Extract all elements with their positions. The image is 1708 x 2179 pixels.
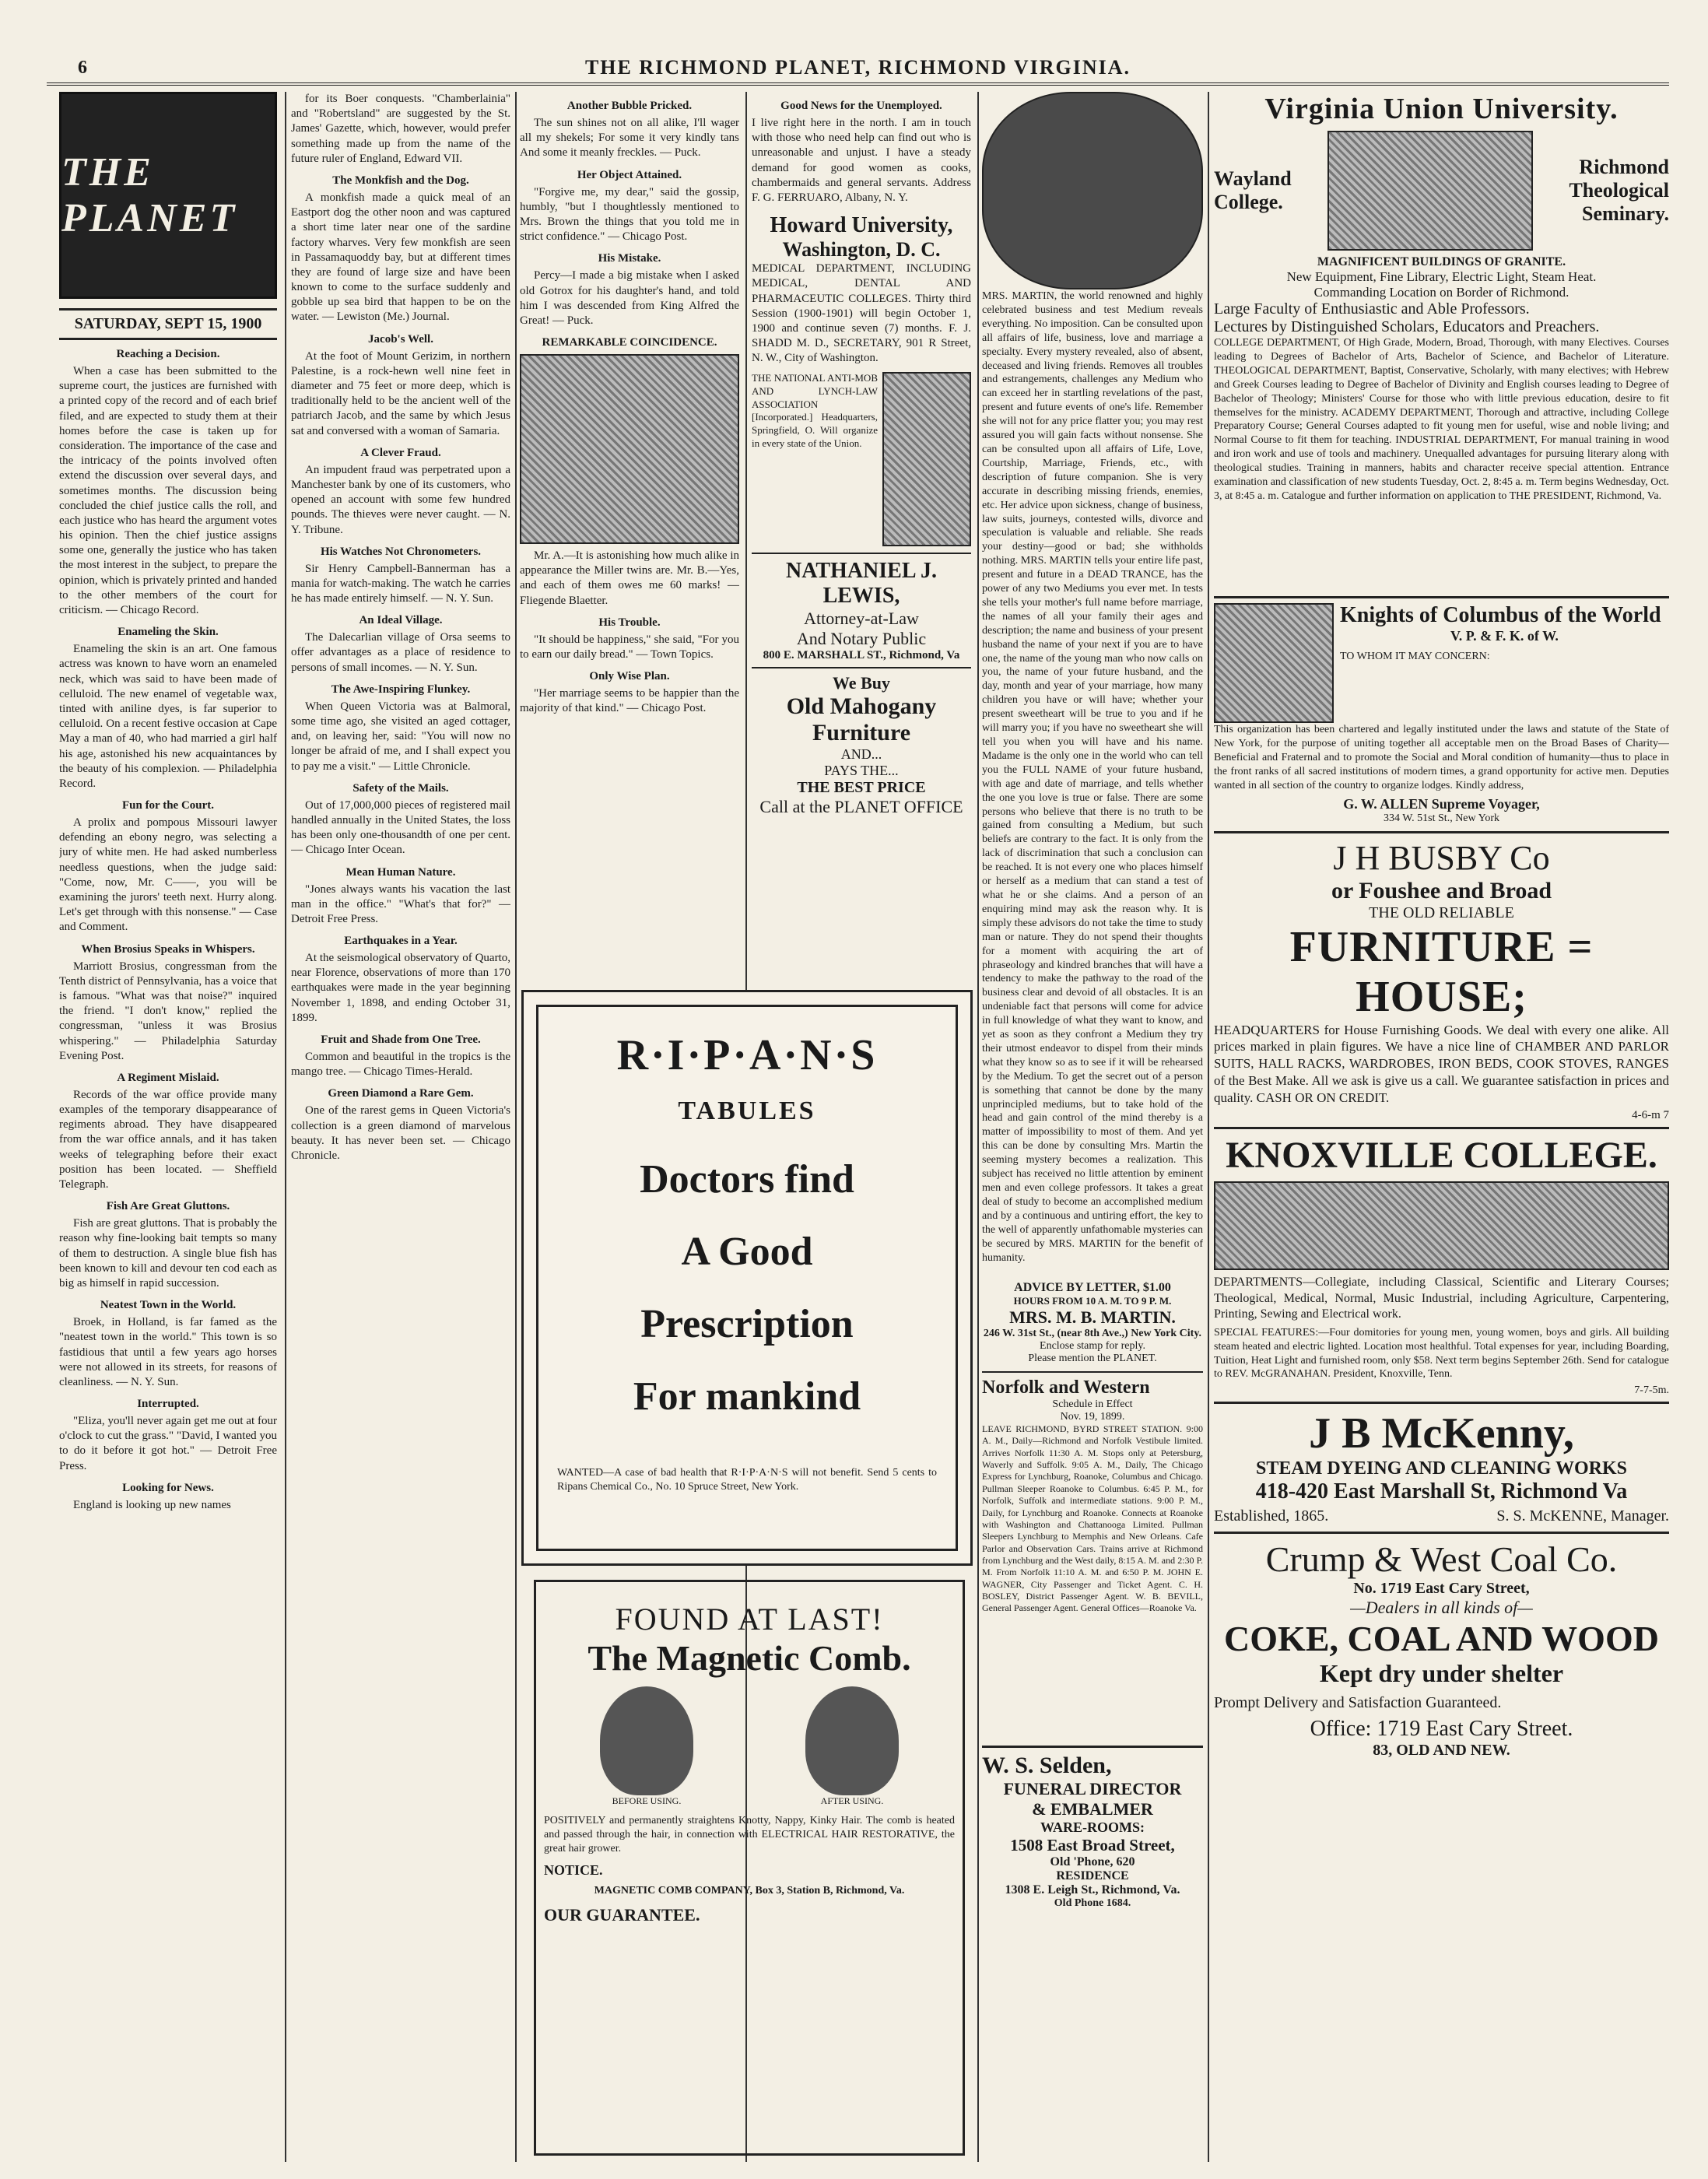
advice-address: 246 W. 31st St., (near 8th Ave.,) New York City. — [983, 1328, 1202, 1339]
article-heading: Only Wise Plan. — [589, 670, 670, 683]
mckenny-established: Established, 1865. — [1214, 1507, 1329, 1525]
article-heading: Reaching a Decision. — [116, 348, 220, 360]
selden-res-phone: Old Phone 1684. — [1054, 1897, 1131, 1909]
article-body: Sir Henry Campbell-Bannerman has a mania for watch-making. The watch he carries he has made entirely himself. — N. Y. Sun. — [291, 562, 510, 605]
column-2 — [291, 92, 510, 2162]
vu-left-2: College. — [1214, 191, 1283, 213]
article-body: Marriott Brosius, congressman from the Tenth district of Pennsylvania, has a voice that is famous. "What was that noise?" inquired the friend. "I don't know," replied the congressman, "unless it was Brosius whispering." — Philadelphia Saturday Evening Post. — [59, 960, 277, 1062]
article-body: One of the rarest gems in Queen Victoria's collection is a green diamond of marvelous beauty. It has never been set. — Chicago Chronicle. — [291, 1104, 510, 1162]
article-body: Fish are great gluttons. That is probably the reason why fine-looking bait tempts so many of them to destruction. A single blue fish has been known to kill and devour ten cod each as big as himself in rapid succession. — [59, 1217, 277, 1290]
article-body: Records of the war office provide many examples of the temporary disappearance of regiments abroad. They have disappeared from the war office annals, and it has taken weeks of telegraphing before their exact position has been located. — Sheffield Telegraph. — [59, 1088, 277, 1191]
vu-right-3: Seminary. — [1582, 202, 1669, 225]
howard-body: MEDICAL DEPARTMENT, INCLUDING MEDICAL, DENTAL AND PHARMACEUTIC COLLEGES. Thirty third Session (1900-1901) will begin October 1, 1900 and continue seven (7) months. F. J. SHADD M. D., SECRETARY, 901 R Street, N. W., City of Washington. — [752, 262, 971, 365]
article-heading: Fun for the Court. — [121, 799, 215, 812]
selden-phone: Old 'Phone, 620 — [1050, 1855, 1135, 1868]
article-heading: His Mistake. — [598, 252, 661, 265]
article-heading: His Watches Not Chronometers. — [320, 545, 482, 558]
crump-dealers: —Dealers in all kinds of— — [1350, 1598, 1533, 1618]
busby-code: 4-6-m 7 — [1632, 1109, 1669, 1122]
article-body: When a case has been submitted to the supreme court, the justices are furnished with a printed copy of the record and of each brief filed, and are expected to study them at their homes before the case is taken up for consideration. The importance of the case and the intricacy of the points involved often extend the discussion over several days, and sometimes months. The discussion being concluded the chief justice calls the roll, and each justice who has heard the argument votes his opinion. Then the chief justice assigns some one, generally the justice who has taken the most interest in the subject, to prepare the opinion, which is privately printed and handed to the other members of the court for criticism. — Chicago Record. — [59, 365, 277, 616]
knox-title: KNOXVILLE COLLEGE. — [1226, 1135, 1657, 1177]
busby-tagline: THE OLD RELIABLE — [1369, 904, 1514, 921]
ripans-brand: R·I·P·A·N·S — [616, 1031, 878, 1079]
article-heading: Jacob's Well. — [368, 332, 433, 346]
selden-name: W. S. Selden, — [982, 1753, 1112, 1778]
vu-right-2: Theological — [1569, 179, 1669, 202]
vu-left-1: Wayland — [1214, 167, 1292, 190]
article-heading: Neatest Town in the World. — [100, 1299, 237, 1312]
nw-railway-title: Norfolk and Western — [982, 1377, 1150, 1398]
before-after-faces — [544, 1688, 955, 1805]
mckenny-line-2: STEAM DYEING AND CLEANING WORKS — [1256, 1458, 1627, 1479]
ripans-tabules: TABULES — [678, 1097, 816, 1125]
vu-line-3: Commanding Location on Border of Richmond. — [1313, 285, 1569, 300]
after-label: AFTER USING. — [820, 1795, 884, 1806]
selden-warerooms: WARE-ROOMS: — [1040, 1819, 1145, 1835]
kc-signature: G. W. ALLEN Supreme Voyager, — [1343, 795, 1540, 812]
kc-title: Knights of Columbus of the World — [1340, 603, 1661, 627]
crump-phone: 83, OLD AND NEW. — [1373, 1742, 1510, 1760]
vu-line-5: Lectures by Distinguished Scholars, Educators and Preachers. — [1214, 318, 1600, 335]
article-heading: Fish Are Great Gluttons. — [106, 1200, 230, 1213]
articles-column-1 — [59, 348, 277, 1513]
mahogany-l3: AND... — [840, 746, 882, 763]
knox-building-illustration — [1214, 1181, 1669, 1270]
ripans-note: WANTED—A case of bad health that R·I·P·A·N·S will not benefit. Send 5 cents to Ripans Chemical Co., No. 10 Spruce Street, New York. — [557, 1467, 937, 1493]
article-heading: REMARKABLE COINCIDENCE. — [542, 336, 717, 349]
vu-line-2: New Equipment, Fine Library, Electric Light, Steam Heat. — [1286, 269, 1597, 284]
article-body: The sun shines not on all alike, I'll wager all my shekels; For some it very kindly tans And some it meanly freckles. — Puck. — [520, 117, 739, 160]
vu-title: Virginia Union University. — [1264, 93, 1619, 125]
article-heading: Mean Human Nature. — [345, 865, 456, 879]
magnetic-comb-ad — [534, 1580, 965, 2156]
article-heading: His Trouble. — [598, 616, 661, 629]
crump-coke-coal-wood: COKE, COAL AND WOOD — [1224, 1619, 1659, 1659]
articles-column-2 — [291, 92, 510, 1163]
article-body: The Dalecarlian village of Orsa seems to offer advantages as a place of residence to persons of small incomes. — N. Y. Sun. — [291, 631, 510, 674]
article-body: Common and beautiful in the tropics is the mango tree. — Chicago Times-Herald. — [291, 1051, 510, 1079]
article-body: for its Boer conquests. "Chamberlainia" and "Robertsland" are suggested by the St. James' Gazette, which, however, would prefer something made up from the name of the future ruler of England, Edward VII. — [291, 93, 510, 165]
article-heading: A Clever Fraud. — [360, 446, 441, 459]
column-5 — [982, 92, 1203, 2162]
article-body: A prolix and pompous Missouri lawyer defending an ebony negro, was selecting a jury of white men. He had asked numberless needless questions, when the judge said: "Come, now, Mr. C——, you will be examining the jurors' teeth next. Hurry along. Let's get through with this nonsense." — Case and Comment. — [59, 816, 277, 934]
before-label: BEFORE USING. — [612, 1795, 682, 1806]
advice-mention: Please mention the PLANET. — [1028, 1353, 1157, 1364]
comb-title-2: The Magnetic Comb. — [587, 1638, 911, 1678]
after-face-image — [805, 1686, 899, 1795]
mahogany-l5: THE BEST PRICE — [797, 779, 926, 797]
ripans-line-2: Doctors find — [640, 1157, 854, 1202]
article-body: Percy—I made a big mistake when I asked old Gotrox for his daughter's hand, and told him I was descended from King Alfred the Great! — Puck. — [520, 269, 739, 327]
advice-price: ADVICE BY LETTER, $1.00 — [1014, 1281, 1171, 1294]
mckenny-name: J B McKenny, — [1309, 1409, 1574, 1458]
article-body: "Her marriage seems to be happier than the majority of that kind." — Chicago Post. — [520, 687, 739, 715]
article-heading: The Monkfish and the Dog. — [332, 174, 469, 187]
article-heading: The Awe-Inspiring Flunkey. — [331, 682, 471, 696]
article-heading: Interrupted. — [137, 1398, 199, 1411]
article-heading: Enameling the Skin. — [117, 626, 219, 639]
article-body: "Jones always wants his vacation the last man in the office." "What's that for?" — Detroit Free Press. — [291, 882, 510, 925]
vu-line-4: Large Faculty of Enthusiastic and Able Professors. — [1214, 300, 1530, 318]
kc-body: This organization has been chartered and legally instituted under the laws and statute of the State of New York, for the purpose of uniting together all acceptable men on the Broad Bases of Charity—Beneficial and Fraternal and to promote the Social and Moral condition of humanity—thus to place in the front ranks of all sacred institutions of modern times, a grand opportunity for active men. Deputies wanted in all section of the country to organize lodges. Kindly address, — [1214, 724, 1669, 791]
crump-shelter: Kept dry under shelter — [1319, 1659, 1564, 1688]
column-rule — [515, 92, 517, 2162]
busby-body: HEADQUARTERS for House Furnishing Goods. We deal with every one alike. All prices marked in plain figures. We have a nice line of CHAMBER AND PARLOR SUITS, HALL RACKS, WARDROBES, IRON BEDS, COOK STOVES, RANGES of the Best Make. All we ask is give us a call. We guarantee satisfaction in prices and quality. CASH OR ON CREDIT. — [1214, 1022, 1669, 1105]
mahogany-l2: Old Mahogany Furniture — [786, 693, 937, 746]
article-heading: An Ideal Village. — [359, 614, 443, 627]
kc-emblem-illustration — [1214, 603, 1334, 723]
column-rule — [977, 92, 979, 2162]
newspaper-title: THE RICHMOND PLANET, RICHMOND VIRGINIA. — [584, 56, 1131, 79]
howard-title: Howard University, — [770, 213, 953, 238]
page-number: 6 — [78, 58, 87, 78]
vu-right-1: Richmond — [1579, 156, 1669, 178]
ripans-line-4: Prescription — [640, 1302, 854, 1346]
comb-company: MAGNETIC COMB COMPANY, Box 3, Station B, Richmond, Va. — [594, 1884, 905, 1897]
article-heading: A Regiment Mislaid. — [117, 1071, 219, 1084]
lewis-name: NATHANIEL J. LEWIS, — [786, 559, 937, 609]
article-body: Enameling the skin is an art. One famous actress was known to have worn an enameled neck, which was said to have been made of celluloid. The new enamel of vegetable wax, tinted with aniline dyes, is far superior to celluloid. On a recent festive occasion at Cape May a man of 40, who had married a girl half his age, astonished his new acquaintances by the beauty of his complexion. — Philadelphia Record. — [59, 643, 277, 790]
article-heading: Her Object Attained. — [577, 168, 682, 181]
good-news-head: Good News for the Unemployed. — [780, 100, 942, 112]
ripans-ad — [521, 990, 973, 1566]
lewis-address: 800 E. MARSHALL ST., Richmond, Va — [763, 649, 960, 662]
advice-name: MRS. M. B. MARTIN. — [1009, 1307, 1176, 1327]
article-body: "It should be happiness," she said, "For you to earn our daily bread." — Town Topics. — [520, 633, 739, 661]
column-6 — [1214, 92, 1669, 2162]
advice-hours: HOURS FROM 10 A. M. TO 9 P. M. — [1013, 1295, 1172, 1307]
article-body: An impudent fraud was perpetrated upon a Manchester bank by one of its customers, who opened an account with some few hundred pounds. The thieves were never caught. — N. Y. Tribune. — [291, 463, 510, 536]
lynch-law-text: THE NATIONAL ANTI-MOB AND LYNCH-LAW ASSOCIATION [Incorporated.] Headquarters, Springfield, O. Will organize in every state of the Union. — [752, 372, 878, 449]
column-rule — [1208, 92, 1209, 2162]
mahogany-l1: We Buy — [833, 673, 890, 693]
kc-subtitle: V. P. & F. K. of W. — [1450, 628, 1559, 644]
article-body: When Queen Victoria was at Balmoral, some time ago, she visited an aged cottager, and, on leaving her, said: "You will now no longer be afraid of me, and I shall expect you to pay me a visit." — Little Chronicle. — [291, 700, 510, 773]
comb-notice: NOTICE. — [544, 1861, 603, 1878]
kc-address: 334 W. 51st St., New York — [1384, 812, 1499, 824]
article-body: Broek, in Holland, is far famed as the "neatest town in the world." This town is so fastidious that until a few years ago horses were not allowed in its streets, for reasons of cleanliness. — N. Y. Sun. — [59, 1316, 277, 1388]
article-body: England is looking up new names — [73, 1498, 231, 1511]
selden-role: FUNERAL DIRECTOR — [1003, 1779, 1182, 1798]
article-heading: Safety of the Mails. — [352, 781, 449, 795]
selden-residence: RESIDENCE — [1056, 1869, 1129, 1883]
article-body: Mr. A.—It is astonishing how much alike in appearance the Miller twins are. Mr. B.—Yes, and each of them owes me 60 marks! — Fliegende Blaetter. — [520, 549, 739, 607]
selden-addr: 1508 East Broad Street, — [1010, 1836, 1175, 1854]
selden-res-addr: 1308 E. Leigh St., Richmond, Va. — [1005, 1883, 1180, 1897]
busby-location: or Foushee and Broad — [1331, 877, 1552, 904]
article-heading: When Brosius Speaks in Whispers. — [81, 942, 255, 956]
knox-code: 7-7-5m. — [1634, 1384, 1669, 1397]
article-heading: Another Bubble Pricked. — [566, 100, 693, 112]
vu-building-illustration — [1327, 131, 1533, 251]
column-rule — [285, 92, 286, 2162]
advice-stamp: Enclose stamp for reply. — [1040, 1340, 1145, 1352]
ripans-line-5: For mankind — [633, 1374, 861, 1419]
crump-delivery: Prompt Delivery and Satisfaction Guaranteed. — [1214, 1694, 1502, 1712]
article-body: A monkfish made a quick meal of an Eastport dog the other noon and was captured a short time later near one of the sardine factory wharves. Very few monkfish are seen in Passamaquoddy bay, but at different times they are found of large size and have been known to come to the surface suddenly and gobble up sea bird that happen to be on the water. — Lewiston (Me.) Journal. — [291, 191, 510, 324]
crump-name: Crump & West Coal Co. — [1265, 1539, 1618, 1580]
masthead-logo: THE PLANET — [59, 92, 277, 299]
comb-guarantee: OUR GUARANTEE. — [544, 1904, 700, 1925]
knox-body: DEPARTMENTS—Collegiate, including Classical, Scientific and Literary Courses; Theological, Medical, Normal, Music Industrial, including Agriculture, Carpentering, Printing, Sewing and Electrical work. — [1214, 1275, 1669, 1321]
good-news-body: I live right here in the north. I am in touch with those who need help can find out who is unreasonable and unjust. I have a steady demand for good women as cooks, chambermaids and general servants. Address F. G. FERRUARO, Albany, N. Y. — [752, 117, 971, 204]
mrs-martin-text: MRS. MARTIN, the world renowned and highly celebrated business and test Medium reveals everything. No imposition. Can be consulted upon all affairs of life, business, love and marriage a specialty. Every mystery revealed, also of absent, deceased and living friends. Removes all troubles and estrangements, challenges any Medium who can exceed her in startling revelations of the past, present and future events of one's life. Remember she will not for any price flatter you; you may rest assured you will gain facts without nonsense. She can be consulted upon all affairs of Life, Love, Courtship, Marriage, Friends, etc., with description of future companion. She is very accurate in describing missing friends, enemies, etc. Her advice upon sickness, change of business, law suits, journeys, contested wills, divorce and speculation is valuable and reliable. She reads your destiny—good or bad; she withholds nothing. MRS. MARTIN tells your entire life past, present and future in a DEAD TRANCE, has the power of any two Mediums you ever met. In tests she tells your mother's full name before marriage, the names of all your family their ages and description; the name and business of your present husband the name of your next if you are to have one, the name of the young man who now calls on you, the name of your future husband, and the day, month and year of your marriage, how many children you have or will have; whether your present sweetheart will be true to you and if he will marry you; if you have no sweetheart she will tell you when you will have and his name. Madame is the only one in the world who can tell you the FULL NAME of your future husband, with age and date of marriage, and tells whether the one you love is true or false. There are some persons who believe that there is no truth to be gained from consulting a Medium, but such beliefs are contrary to the fact. It is only from the lack of discrimination that such a conclusion can be reached. It is not every one who places himself or herself as a medium that can stand a test of what he or she claims. And a person of an enquiring mind may ask the reason why. It is simply these advisors do not take the time to study man or nature. They do not spend their thoughts for a moment with acquiring the art of phraseology and kindred branches that will have a tendency to make the pathway to the road of the business clear and devoid of all obstacles. It is an undeniable fact that persons will come for advice in full knowledge of what they want to know, and yet as soon as they confront a Medium they try their utmost endeavor to dispel from their minds what they know so as to see if it will be rehearsed by the Medium. To get the secret out of a person is something that cannot be done by the many unprincipled mediums, but to take hold of the head and gain control of the mind thereby is a matter of impossibility to most of them. And yet this can be done by consulting Mrs. Martin the seeming mystery becomes a realization. This subject has received no little attention by eminent men and even college professors. It takes a great deal of study to become an accomplished medium and by a continuous and untiring effort, the key to the well of apparently unfathomable mysteries can be secured by MRS. MARTIN for the benefit of humanity. — [982, 290, 1203, 1264]
nw-schedule-body: LEAVE RICHMOND, BYRD STREET STATION. 9:00 A. M., Daily—Richmond and Norfolk Vestibule limited. Arrives Norfolk 11:30 A. M. Stops only at Petersburg, Waverly and Suffolk. 9:05 A. M., Daily, The Chicago Express for Lynchburg, Roanoke, Columbus and Chicago. Pullman Sleeper Roanoke to Columbus. 6:45 P. M., for Norfolk, Suffolk and intermediate stations. 9:00 P. M., Daily, for Lynchburg and Roanoke. Connects at Roanoke with Washington and Chattanooga Limited. Pullman Sleepers Lynchburg to Memphis and New Orleans. Cafe Parlor and Observation Cars. Trains arrive at Richmond from Lynchburg and the West daily, 8:15 A. M. and 2:30 P. M. From Norfolk 11:10 A. M. and 6:50 P. M. JOHN E. WAGNER, City Passenger and Ticket Agent. C. H. BOSLEY, District Passenger Agent. W. B. BEVILL, General Passenger Agent. General Offices—Roanoke Va. — [982, 1423, 1203, 1614]
vu-body: COLLEGE DEPARTMENT, Of High Grade, Modern, Broad, Thorough, with many Electives. Courses leading to Degrees of Bachelor of Arts, Bachelor of Science, and Bachelor of Literature. THEOLOGICAL DEPARTMENT, Baptist, Conservative, Scholarly, with many electives; with Hebrew and Greek Courses leading to Degree of Bachelor of Divinity and English courses leading to Degree of Bachelor of Theology; Ministers' Course for those who with little previous education, desire to fit themselves for the ministry. ACADEMY DEPARTMENT, Thorough and attractive, including College Preparatory Course; General Courses adapted to fit young men for useful, wise and noble living; and Normal Course to fit them for teaching. INDUSTRIAL DEPARTMENT, For manual training in wood and iron work and use of tools and machinery. Unequalled advantages for pursuing literary along with theological studies. Training in manners, habits and character receive special attention. Entrance examination and classification of new students Tuesday, Oct. 2, 8:45 a. m. Term begins Wednesday, Oct. 3, at 8:45 a. m. Catalogue and further information on application to THE PRESIDENT, Richmond, Va. — [1214, 337, 1669, 502]
nw-date: Nov. 19, 1899. — [1060, 1411, 1125, 1423]
issue-date: SATURDAY, SEPT 15, 1900 — [59, 308, 277, 340]
crump-address: No. 1719 East Cary Street, — [1353, 1580, 1530, 1598]
article-heading: Green Diamond a Rare Gem. — [328, 1087, 474, 1100]
article-body: "Forgive me, my dear," said the gossip, humbly, "but I thoughtlessly mentioned to Mrs. Brown the things that you told me in strict confidence." — Chicago Post. — [520, 185, 739, 244]
column-3-text — [520, 92, 739, 987]
kc-to: TO WHOM IT MAY CONCERN: — [1340, 651, 1490, 662]
nw-schedule: Schedule in Effect — [1052, 1398, 1133, 1410]
selden-role-2: & EMBALMER — [1032, 1799, 1153, 1819]
comb-title-1: FOUND AT LAST! — [615, 1602, 884, 1637]
article-body: Out of 17,000,000 pieces of registered mail handled annually in the United States, the loss has been only one-thousandth of one per cent. — Chicago Inter Ocean. — [291, 798, 510, 857]
article-body: "Eliza, you'll never again get me out at four o'clock to cut the grass." "David, I wanted you to do it before it got hot." — Detroit Free Press. — [59, 1415, 277, 1472]
article-body: At the foot of Mount Gerizim, in northern Palestine, is a rock-hewn well nine feet in diameter and 75 feet or more deep, which is traditionally held to be the ancient well of the patriarch Jacob, and the same by which Jesus sat and conversed with a woman of Samaria. — [291, 349, 510, 437]
mahogany-l4: PAYS THE... — [824, 763, 899, 779]
lewis-role-2: And Notary Public — [796, 629, 927, 649]
howard-city: Washington, D. C. — [782, 238, 941, 261]
mckenny-manager: S. S. McKENNE, Manager. — [1496, 1507, 1669, 1525]
column-4-top — [752, 92, 971, 987]
ripans-line-3: A Good — [681, 1230, 813, 1274]
busby-name: J H BUSBY Co — [1333, 838, 1550, 877]
busby-furniture-house: FURNITURE = HOUSE; — [1289, 922, 1594, 1021]
before-face-image — [600, 1686, 693, 1795]
lewis-role: Attorney-at-Law — [804, 609, 919, 629]
article-heading: Looking for News. — [122, 1481, 214, 1494]
knox-body-2: SPECIAL FEATURES:—Four domitories for young men, young women, boys and girls. All building steam heated and electric lighted. Location most healthful. Total expenses for year, including Boarding, Tuition, Heat Light and furnished room, only $58. Next term begins September 26th. Send for catalogue to REV. McGRANAHAN. President, Knoxville, Tenn. — [1214, 1326, 1669, 1381]
article-heading: Fruit and Shade from One Tree. — [321, 1033, 481, 1046]
coincidence-illustration — [520, 354, 739, 544]
article-heading: Earthquakes in a Year. — [344, 935, 458, 948]
mckenny-address: 418-420 East Marshall St, Richmond Va — [1255, 1479, 1628, 1504]
comb-body: POSITIVELY and permanently straightens Knotty, Nappy, Kinky Hair. The comb is heated and passed through the hair, in connection with ELECTRICAL HAIR RESTORATIVE, the great hair grower. — [544, 1815, 955, 1854]
mahogany-l6: Call at the PLANET OFFICE — [759, 797, 963, 817]
crump-office: Office: 1719 East Cary Street. — [1310, 1717, 1573, 1742]
column-1 — [59, 92, 277, 2162]
mrs-martin-portrait — [982, 92, 1203, 289]
page-header — [47, 51, 1669, 86]
article-body: At the seismological observatory of Quarto, near Florence, observations of more than 170 earthquakes were made in the year beginning November 1, 1898, and ending October 31, 1899. — [291, 952, 510, 1024]
lynch-law-illustration — [882, 372, 971, 546]
vu-line-1: MAGNIFICENT BUILDINGS OF GRANITE. — [1317, 255, 1566, 268]
